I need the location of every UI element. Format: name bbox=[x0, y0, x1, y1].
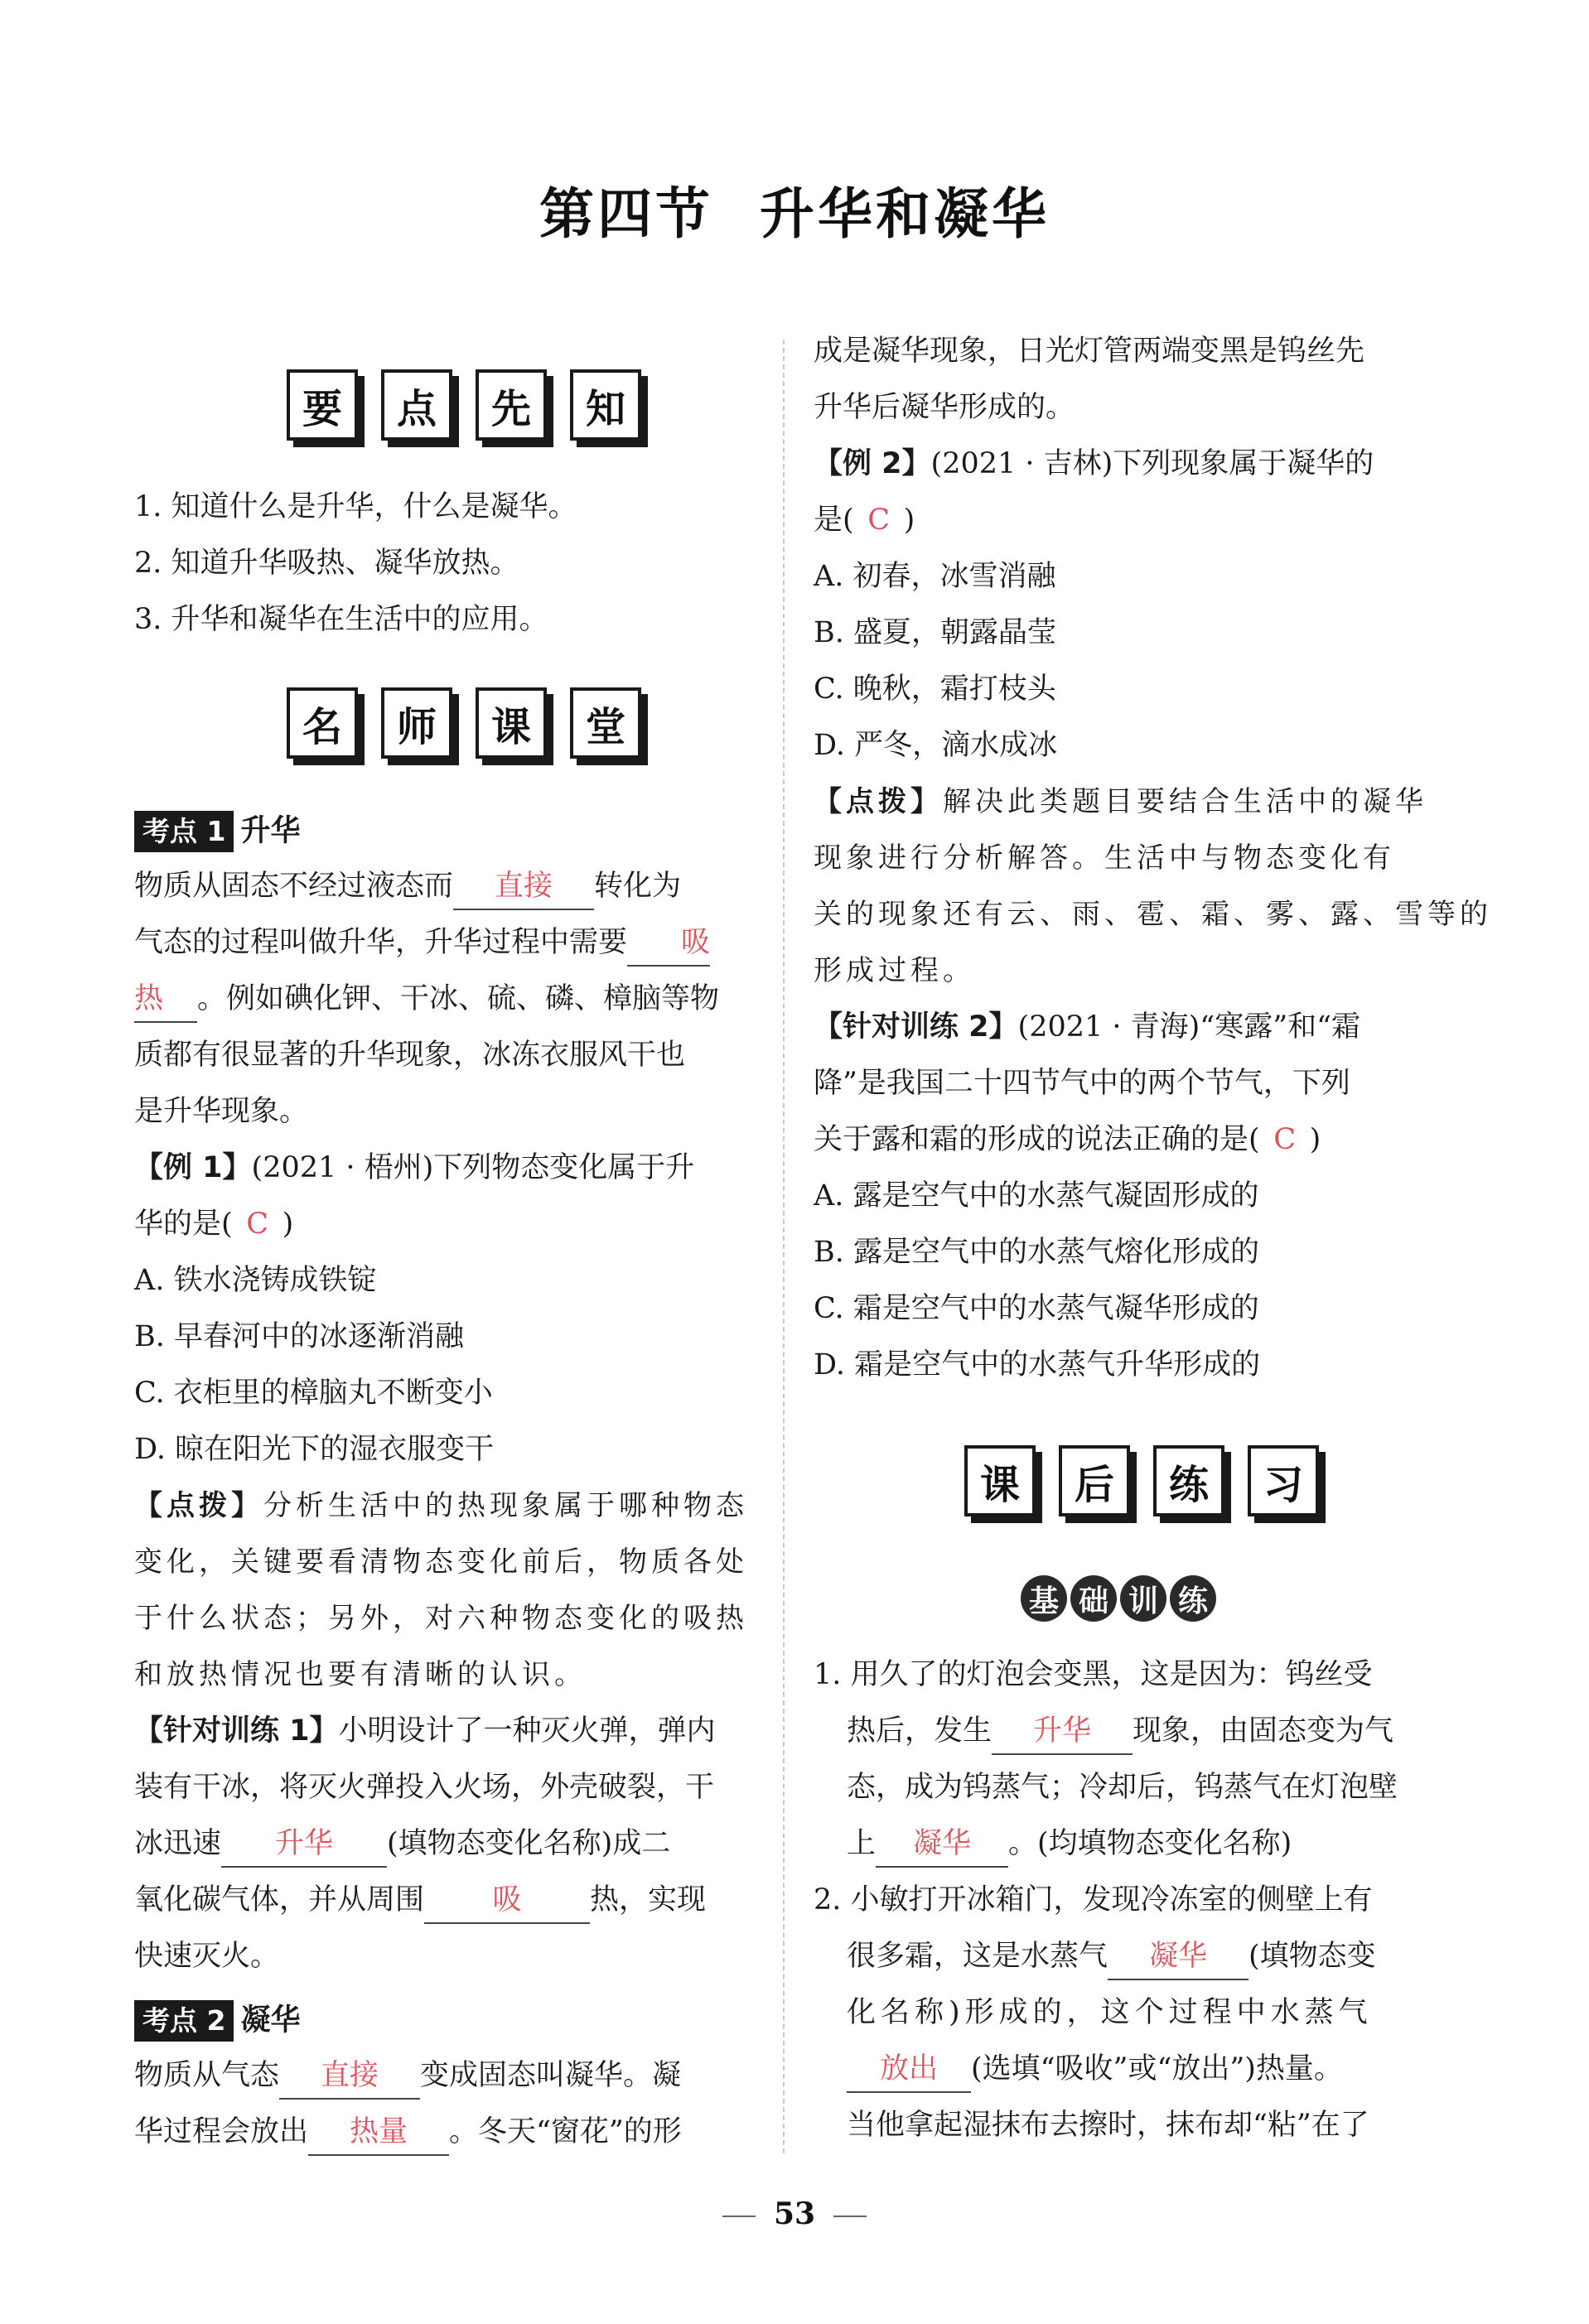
kaodian1-heading bbox=[134, 802, 751, 858]
example1-stem: 【例 1】(2021 · 梧州)下列物态变化属于升 bbox=[134, 1151, 695, 1184]
text-line: 气态的过程叫做升华，升华过程中需要 吸 bbox=[134, 914, 751, 971]
header-char: 课 bbox=[964, 1445, 1036, 1516]
train1-text: 【针对训练 1】小明设计了一种灭火弹，弹内 bbox=[134, 1714, 716, 1748]
option-item: B. 早春河中的冰逐渐消融 bbox=[134, 1320, 464, 1353]
header-char: 名 bbox=[287, 687, 358, 759]
header-char: 先 bbox=[476, 369, 547, 441]
answer-blank: 直接 bbox=[279, 2053, 420, 2100]
text-line: 物质从固态不经过液态而 直接 转化为 bbox=[134, 858, 751, 914]
text-line: 华过程会放出 热量 。冬天“窗花”的形 bbox=[134, 2104, 751, 2160]
train2-text: 降”是我国二十四节气中的两个节气，下列 bbox=[814, 1067, 1350, 1100]
goal-item: 1. 知道什么是升华，什么是凝华。 bbox=[134, 490, 577, 523]
choice-answer: C bbox=[246, 1208, 269, 1241]
choice-answer: C bbox=[867, 504, 891, 537]
tip2-text: 形成过程。 bbox=[814, 954, 975, 987]
tip2-text: 关的现象还有云、雨、雹、霜、雾、露、雪等的 bbox=[814, 898, 1492, 931]
title-section-number: 第四节 bbox=[539, 181, 713, 246]
example1-stem: 华的是( C ) bbox=[134, 1196, 751, 1252]
train2-text: 【针对训练 2】(2021 · 青海)“寒露”和“霜 bbox=[814, 1010, 1360, 1044]
header-char: 练 bbox=[1153, 1445, 1224, 1516]
tip2-text: 现象进行分析解答。生活中与物态变化有 bbox=[814, 841, 1395, 875]
train1-text: 快速灭火。 bbox=[134, 1940, 280, 1973]
train1-text: 氧化碳气体，并从周围 吸 热，实现 bbox=[134, 1872, 751, 1928]
kaodian2-heading bbox=[134, 1991, 751, 2047]
footer-dash bbox=[722, 2216, 756, 2217]
option-item: B. 露是空气中的水蒸气熔化形成的 bbox=[814, 1236, 1259, 1269]
question-1: 态，成为钨蒸气；冷却后，钨蒸气在灯泡壁 bbox=[847, 1771, 1398, 1804]
kaodian-title: 升华 bbox=[240, 813, 301, 848]
option-item: B. 盛夏，朝露晶莹 bbox=[814, 616, 1056, 649]
goal-item: 3. 升华和凝华在生活中的应用。 bbox=[134, 603, 548, 636]
text-line: 热 。例如碘化钾、干冰、硫、磷、樟脑等物 bbox=[134, 971, 751, 1027]
text-line: 成是凝华现象，日光灯管两端变黑是钨丝先 bbox=[814, 335, 1365, 368]
example2-stem: 是( C ) bbox=[814, 492, 1443, 548]
answer-blank: 升华 bbox=[221, 1821, 387, 1868]
page-footer bbox=[0, 2196, 1589, 2231]
option-item: C. 霜是空气中的水蒸气凝华形成的 bbox=[814, 1292, 1259, 1325]
subsection-header-jichu bbox=[1021, 1575, 1216, 1622]
answer-blank: 热 bbox=[134, 976, 197, 1023]
tip1-text: 【点拨】分析生活中的热现象属于哪种物态 bbox=[134, 1489, 748, 1522]
tip2-text: 【点拨】解决此类题目要结合生活中的凝华 bbox=[814, 785, 1427, 818]
answer-blank: 热量 bbox=[308, 2109, 449, 2156]
header-char: 堂 bbox=[570, 687, 641, 759]
option-item: A. 初春，冰雪消融 bbox=[814, 560, 1056, 593]
option-item: D. 霜是空气中的水蒸气升华形成的 bbox=[814, 1348, 1261, 1381]
goal-item: 2. 知道升华吸热、凝华放热。 bbox=[134, 547, 519, 580]
subheader-char: 基 bbox=[1021, 1575, 1067, 1622]
question-1: 热后，发生 升华 现象，由固态变为气 bbox=[847, 1703, 1443, 1759]
question-2: 放出 (选填“吸收”或“放出”)热量。 bbox=[847, 2041, 1443, 2097]
answer-blank: 吸 bbox=[627, 920, 710, 967]
train1-text: 装有干冰，将灭火弹投入火场，外壳破裂，干 bbox=[134, 1771, 715, 1804]
option-item: D. 晾在阳光下的湿衣服变干 bbox=[134, 1433, 495, 1466]
question-2: 2. 小敏打开冰箱门，发现冷冻室的侧壁上有 bbox=[814, 1883, 1373, 1917]
page-number: 53 bbox=[773, 2196, 816, 2231]
answer-blank: 放出 bbox=[847, 2047, 971, 2093]
answer-blank: 凝华 bbox=[876, 1821, 1008, 1868]
header-char: 师 bbox=[381, 687, 452, 759]
section-header-kehou bbox=[964, 1445, 1319, 1516]
section-header-yaodian bbox=[287, 369, 641, 441]
subheader-char: 训 bbox=[1120, 1575, 1166, 1622]
question-2: 当他拿起湿抹布去擦时，抹布却“粘”在了 bbox=[847, 2109, 1369, 2142]
subheader-char: 练 bbox=[1170, 1575, 1216, 1622]
question-2: 很多霜，这是水蒸气 凝华 (填物态变 bbox=[847, 1928, 1443, 1984]
train2-text: 关于露和霜的形成的说法正确的是( C ) bbox=[814, 1111, 1443, 1168]
option-item: A. 铁水浇铸成铁锭 bbox=[134, 1264, 377, 1297]
example2-stem: 【例 2】(2021 · 吉林)下列现象属于凝华的 bbox=[814, 447, 1374, 480]
page-title bbox=[0, 170, 1589, 248]
header-char: 后 bbox=[1059, 1445, 1130, 1516]
footer-dash bbox=[833, 2216, 867, 2217]
option-item: D. 严冬，滴水成冰 bbox=[814, 729, 1058, 762]
text-line: 升华后凝华形成的。 bbox=[814, 391, 1075, 424]
kaodian-title: 凝华 bbox=[240, 2003, 301, 2037]
section-header-mingshi bbox=[287, 687, 641, 759]
tip1-text: 变化，关键要看清物态变化前后，物质各处 bbox=[134, 1545, 748, 1579]
answer-blank: 凝华 bbox=[1108, 1934, 1248, 1980]
question-1: 1. 用久了的灯泡会变黑，这是因为：钨丝受 bbox=[814, 1658, 1373, 1691]
question-2: 化名称)形成的，这个过程中水蒸气 bbox=[847, 1996, 1373, 2029]
train1-text: 冰迅速 升华 (填物态变化名称)成二 bbox=[134, 1815, 751, 1872]
tip1-text: 于什么状态；另外，对六种物态变化的吸热 bbox=[134, 1602, 748, 1635]
option-item: A. 露是空气中的水蒸气凝固形成的 bbox=[814, 1179, 1259, 1213]
kaodian-label: 考点 2 bbox=[134, 2000, 234, 2042]
option-item: C. 衣柜里的樟脑丸不断变小 bbox=[134, 1377, 493, 1410]
header-char: 课 bbox=[476, 687, 547, 759]
text-line: 是升华现象。 bbox=[134, 1095, 309, 1128]
header-char: 知 bbox=[570, 369, 641, 441]
tip1-text: 和放热情况也要有清晰的认识。 bbox=[134, 1658, 587, 1691]
answer-blank: 吸 bbox=[424, 1878, 590, 1924]
subheader-char: 础 bbox=[1070, 1575, 1117, 1622]
answer-blank: 直接 bbox=[453, 864, 594, 910]
header-char: 点 bbox=[381, 369, 452, 441]
option-item: C. 晚秋，霜打枝头 bbox=[814, 673, 1056, 706]
text-line: 物质从气态 直接 变成固态叫凝华。凝 bbox=[134, 2047, 751, 2104]
question-1: 上 凝华 。(均填物态变化名称) bbox=[847, 1815, 1443, 1872]
header-char: 要 bbox=[287, 369, 358, 441]
column-divider bbox=[783, 340, 785, 2153]
kaodian-label: 考点 1 bbox=[134, 811, 234, 852]
choice-answer: C bbox=[1273, 1123, 1297, 1156]
title-topic: 升华和凝华 bbox=[760, 181, 1050, 246]
header-char: 习 bbox=[1248, 1445, 1319, 1516]
text-line: 质都有很显著的升华现象，冰冻衣服风干也 bbox=[134, 1039, 686, 1072]
answer-blank: 升华 bbox=[992, 1709, 1133, 1755]
